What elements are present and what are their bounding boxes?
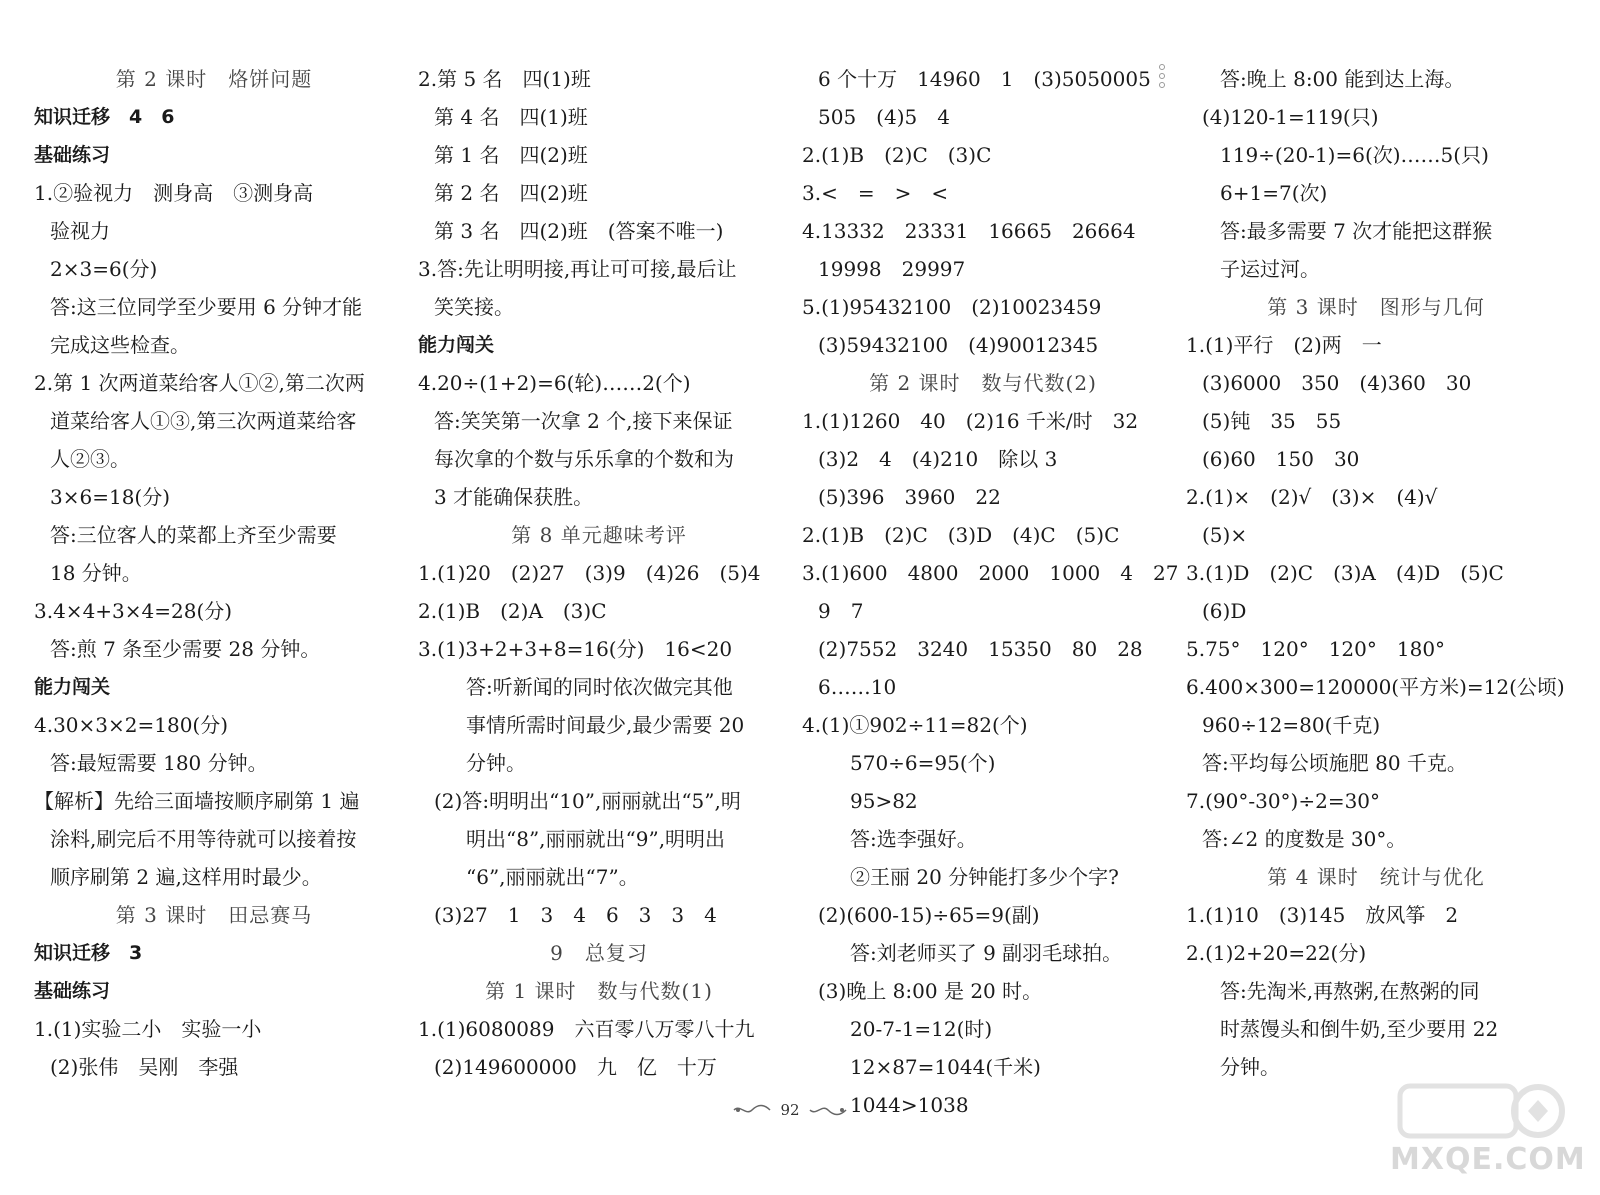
answer-line: 答:最多需要 7 次才能把这群猴	[1220, 219, 1493, 243]
answer-line: 6……10	[818, 675, 897, 699]
answer-line: ②王丽 20 分钟能打多少个字?	[850, 865, 1119, 889]
answer-line: (3)晚上 8:00 是 20 时。	[818, 979, 1043, 1003]
answer-line: 1.②验视力 测身高 ③测身高	[34, 181, 314, 205]
answer-line: 3×6=18(分)	[50, 485, 171, 509]
answer-line: 2.(1)B (2)A (3)C	[418, 599, 607, 623]
answer-line: 笑笑接。	[434, 295, 514, 319]
section-title: 第 3 课时 图形与几何	[1267, 295, 1485, 319]
answer-line: (5)×	[1202, 523, 1248, 547]
answer-line: 5.(1)95432100 (2)10023459	[802, 295, 1102, 319]
section-heading: 知识迁移 3	[34, 942, 143, 964]
page-footer	[720, 1096, 860, 1124]
answer-line: (2)答:明明出“10”,丽丽就出“5”,明	[434, 789, 741, 813]
column-separator-mark	[1158, 62, 1166, 90]
answer-line: 1044>1038	[850, 1093, 969, 1117]
section-title: 9 总复习	[550, 941, 648, 965]
answer-line: 4.30×3×2=180(分)	[34, 713, 229, 737]
answer-line: 3.< = > <	[802, 181, 949, 205]
answer-line: 3 才能确保获胜。	[434, 485, 594, 509]
answer-line: 2.(1)B (2)C (3)C	[802, 143, 992, 167]
answer-line: 20-7-1=12(时)	[850, 1017, 993, 1041]
answer-line: 12×87=1044(千米)	[850, 1055, 1041, 1079]
answer-line: 4.20÷(1+2)=6(轮)……2(个)	[418, 371, 691, 395]
watermark-text: MXQE.COM	[1390, 1142, 1586, 1177]
answer-line: 2.(1)B (2)C (3)D (4)C (5)C	[802, 523, 1120, 547]
answer-line: 2.第 1 次两道菜给客人①②,第二次两	[34, 371, 365, 395]
watermark-badge-icon	[1390, 1080, 1570, 1142]
answer-line: 明出“8”,丽丽就出“9”,明明出	[466, 827, 726, 851]
answer-line: (5)钝 35 55	[1202, 409, 1342, 433]
section-heading: 基础练习	[34, 144, 111, 166]
answer-line: 4.13332 23331 16665 26664	[802, 219, 1136, 243]
answer-line: 顺序刷第 2 遍,这样用时最少。	[50, 865, 322, 889]
answer-line: 答:听新闻的同时依次做完其他	[466, 675, 733, 699]
answer-line: 答:三位客人的菜都上齐至少需要	[50, 523, 337, 547]
answer-line: 960÷12=80(千克)	[1202, 713, 1381, 737]
answer-line: 子运过河。	[1220, 257, 1320, 281]
column-1	[34, 60, 394, 1086]
answer-line: 5.75° 120° 120° 180°	[1186, 637, 1446, 661]
answer-line: 505 (4)5 4	[818, 105, 950, 129]
watermark-logo	[1390, 1080, 1586, 1185]
answer-line: 6.400×300=120000(平方米)=12(公顷)	[1186, 675, 1565, 699]
answer-line: 第 3 名 四(2)班 (答案不唯一)	[434, 219, 724, 243]
answer-line: 3.(1)600 4800 2000 1000 4 27	[802, 561, 1179, 585]
answer-line: 3.答:先让明明接,再让可可接,最后让	[418, 257, 737, 281]
answer-line: 3.(1)D (2)C (3)A (4)D (5)C	[1186, 561, 1504, 585]
answer-line: 道菜给客人①③,第三次两道菜给客	[50, 409, 357, 433]
answer-line: 6 个十万 14960 1 (3)5050005	[818, 67, 1151, 91]
section-heading: 基础练习	[34, 980, 111, 1002]
answer-line: 【解析】先给三面墙按顺序刷第 1 遍	[34, 789, 360, 813]
section-heading: 知识迁移 4 6	[34, 106, 175, 128]
answer-line: 第 2 名 四(2)班	[434, 181, 588, 205]
section-heading: 能力闯关	[418, 334, 495, 356]
section-title: 第 2 课时 数与代数(2)	[869, 371, 1097, 395]
answer-line: 答:平均每公顷施肥 80 千克。	[1202, 751, 1467, 775]
answer-line: 570÷6=95(个)	[850, 751, 996, 775]
answer-line: (5)396 3960 22	[818, 485, 1001, 509]
answer-line: (2)张伟 吴刚 李强	[50, 1055, 239, 1079]
answer-line: (3)59432100 (4)90012345	[818, 333, 1099, 357]
column-2	[418, 60, 780, 1086]
answer-line: (3)6000 350 (4)360 30	[1202, 371, 1472, 395]
answer-line: 1.(1)20 (2)27 (3)9 (4)26 (5)4	[418, 561, 761, 585]
answer-line: 答:煎 7 条至少需要 28 分钟。	[50, 637, 321, 661]
answer-line: 1.(1)实验二小 实验一小	[34, 1017, 262, 1041]
answer-line: 1.(1)1260 40 (2)16 千米/时 32	[802, 409, 1139, 433]
answer-line: 验视力	[50, 219, 110, 243]
answer-line: 4.(1)①902÷11=82(个)	[802, 713, 1028, 737]
answer-line: 答:这三位同学至少要用 6 分钟才能	[50, 295, 363, 319]
page-number: 92	[780, 1101, 800, 1119]
section-title: 第 3 课时 田忌赛马	[115, 903, 313, 927]
answer-line: 答:笑笑第一次拿 2 个,接下来保证	[434, 409, 733, 433]
answer-line: 时蒸馒头和倒牛奶,至少要用 22	[1220, 1017, 1499, 1041]
answer-line: 答:刘老师买了 9 副羽毛球拍。	[850, 941, 1123, 965]
answer-line: 2.(1)× (2)√ (3)× (4)√	[1186, 485, 1438, 509]
answer-line: 答:∠2 的度数是 30°。	[1202, 827, 1407, 851]
answer-line: 19998 29997	[818, 257, 966, 281]
answer-line: 答:选李强好。	[850, 827, 977, 851]
answer-line: 第 1 名 四(2)班	[434, 143, 588, 167]
answer-line: (6)60 150 30	[1202, 447, 1360, 471]
answer-line: 分钟。	[466, 751, 526, 775]
answer-line: 答:最短需要 180 分钟。	[50, 751, 268, 775]
section-title: 第 2 课时 烙饼问题	[115, 67, 313, 91]
answer-line: 7.(90°-30°)÷2=30°	[1186, 789, 1381, 813]
answer-line: 2.第 5 名 四(1)班	[418, 67, 591, 91]
answer-line: 9 7	[818, 599, 864, 623]
answer-line: 1.(1)平行 (2)两 一	[1186, 333, 1382, 357]
answer-line: 18 分钟。	[50, 561, 142, 585]
section-title: 第 4 课时 统计与优化	[1267, 865, 1485, 889]
answer-line: 119÷(20-1)=6(次)……5(只)	[1220, 143, 1489, 167]
section-heading: 能力闯关	[34, 676, 111, 698]
answer-line: 每次拿的个数与乐乐拿的个数和为	[434, 447, 734, 471]
answer-line: 3.4×4+3×4=28(分)	[34, 599, 233, 623]
answer-line: 答:晚上 8:00 能到达上海。	[1220, 67, 1465, 91]
answer-line: (2)(600-15)÷65=9(副)	[818, 903, 1040, 927]
answer-line: (6)D	[1202, 599, 1247, 623]
answer-line: “6”,丽丽就出“7”。	[466, 865, 639, 889]
answer-line: (2)149600000 九 亿 十万	[434, 1055, 717, 1079]
section-title: 第 8 单元趣味考评	[511, 523, 687, 547]
answer-line: 1.(1)6080089 六百零八万零八十九	[418, 1017, 755, 1041]
answer-line: 涂料,刷完后不用等待就可以接着按	[50, 827, 357, 851]
answer-line: 完成这些检查。	[50, 333, 190, 357]
answer-line: 分钟。	[1220, 1055, 1280, 1079]
answer-line: (4)120-1=119(只)	[1202, 105, 1379, 129]
answer-line: 2×3=6(分)	[50, 257, 158, 281]
answer-line: 1.(1)10 (3)145 放风筝 2	[1186, 903, 1459, 927]
answer-line: 人②③。	[50, 447, 130, 471]
answer-line: 2.(1)2+20=22(分)	[1186, 941, 1367, 965]
column-4	[1186, 60, 1566, 1086]
right-ornament-icon	[808, 1104, 848, 1116]
answer-line: 3.(1)3+2+3+8=16(分) 16<20	[418, 637, 733, 661]
left-ornament-icon	[732, 1104, 772, 1116]
section-title: 第 1 课时 数与代数(1)	[485, 979, 713, 1003]
column-3	[802, 60, 1179, 1124]
answer-line: 95>82	[850, 789, 918, 813]
answer-line: (3)2 4 (4)210 除以 3	[818, 447, 1058, 471]
answer-line: (2)7552 3240 15350 80 28	[818, 637, 1143, 661]
answer-line: 答:先淘米,再熬粥,在熬粥的同	[1220, 979, 1480, 1003]
answer-line: (3)27 1 3 4 6 3 3 4	[434, 903, 717, 927]
answer-line: 6+1=7(次)	[1220, 181, 1328, 205]
answer-line: 事情所需时间最少,最少需要 20	[466, 713, 745, 737]
answer-line: 第 4 名 四(1)班	[434, 105, 588, 129]
